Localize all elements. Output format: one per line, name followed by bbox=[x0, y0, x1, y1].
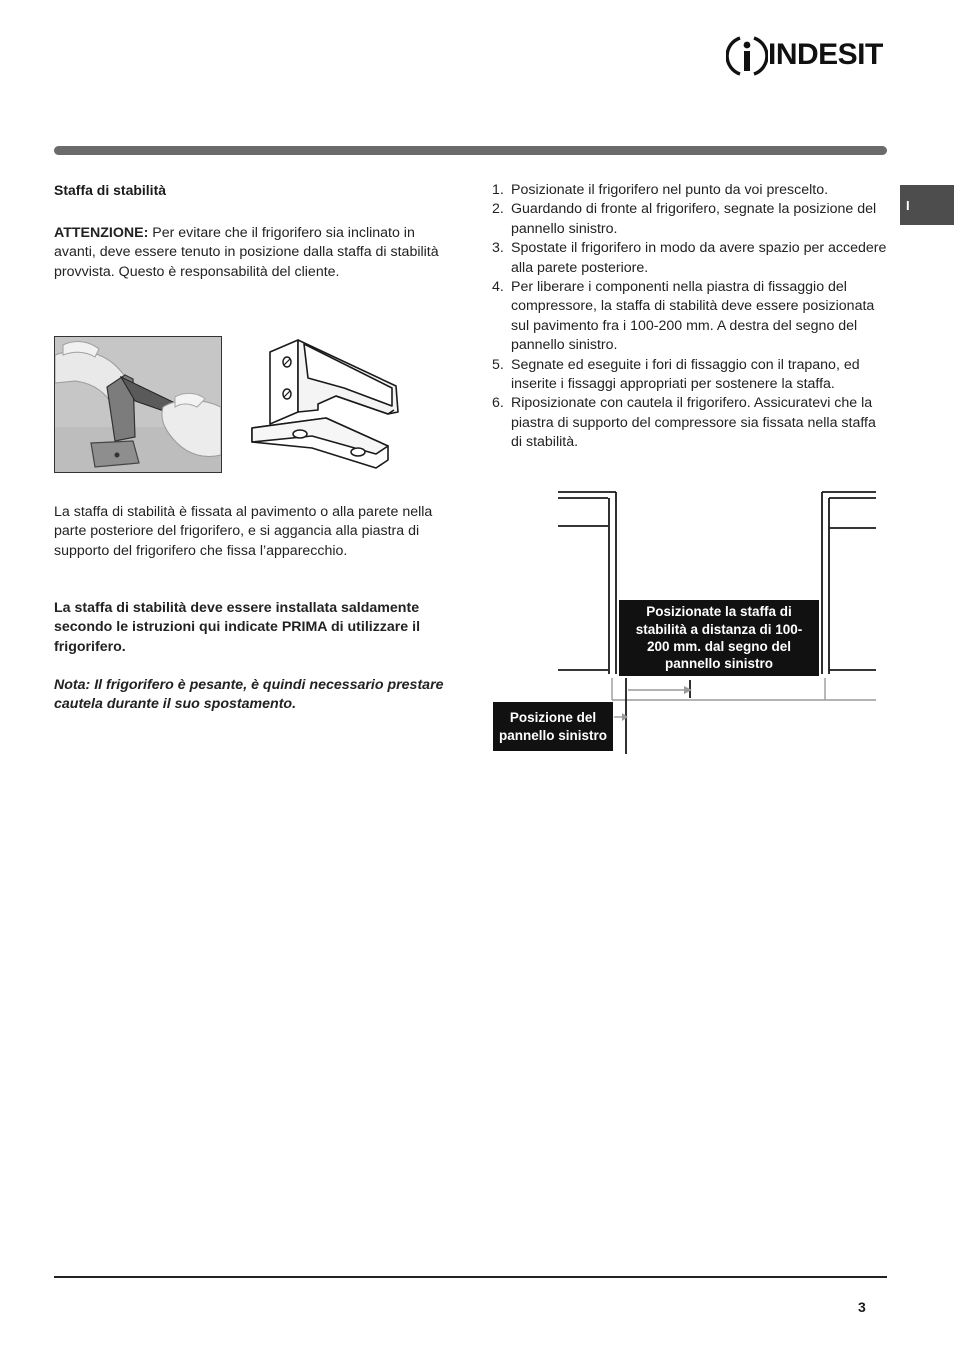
warning-paragraph bbox=[54, 224, 454, 282]
page-number: 3 bbox=[858, 1299, 866, 1315]
weight-note: Nota: Il frigorifero è pesante, è quindi necessario prestare cautela durante il suo spostamento. bbox=[54, 677, 444, 713]
top-rule bbox=[54, 146, 887, 155]
warning-text: Per evitare che il frigorifero sia inclinato in avanti, deve essere tenuto in posizione dalla staffa di stabilità provvista. Questo è responsabilità del cliente. bbox=[54, 225, 439, 280]
list-item: 1. Posizionate il frigorifero nel punto da voi prescelto. bbox=[492, 182, 829, 198]
list-item: 5. Segnate ed eseguite i fori di fissaggio con il trapano, ed inserite i fissaggi appropriati per sostenere la staffa. bbox=[492, 356, 860, 393]
bracket-description: La staffa di stabilità è fissata al pavimento o alla parete nella parte posteriore del frigorifero, e si aggancia alla piastra di supporto del frigorifero che fissa l’apparecchio. bbox=[54, 504, 433, 559]
list-item: 2. Guardando di fronte al frigorifero, segnate la posizione del pannello sinistro. bbox=[492, 201, 877, 237]
brand-name: INDESIT bbox=[768, 38, 883, 71]
hands-bracket-photo-icon bbox=[55, 337, 221, 472]
section-heading: Staffa di stabilità bbox=[54, 182, 167, 198]
logo-i-icon bbox=[726, 34, 768, 78]
list-item: 6. Riposizionate con cautela il frigorifero. Assicuratevi che la piastra di supporto del compressore sia fissata nella staffa di stabilità. bbox=[492, 395, 876, 451]
bottom-rule bbox=[54, 1276, 887, 1278]
indesit-logo bbox=[726, 34, 888, 78]
list-item: 4. Per liberare i componenti nella piastra di fissaggio del compressore, la staffa di stabilità deve essere posizionata sul pavimento fra i 100-200 mm. A destra del segno del pannello sinistro. bbox=[492, 279, 875, 354]
callout-left-panel-position: Posizione del pannello sinistro bbox=[493, 702, 613, 751]
installation-photo bbox=[54, 336, 222, 473]
callout-bracket-distance: Posizionate la staffa di stabilità a distanza di 100-200 mm. dal segno del pannello sinistro bbox=[619, 600, 819, 676]
language-tab-label: I bbox=[906, 198, 910, 213]
installation-warning: La staffa di stabilità deve essere installata saldamente secondo le istruzioni qui indicate PRIMA di utilizzare il frigorifero. bbox=[54, 600, 421, 655]
installation-steps bbox=[492, 181, 890, 453]
list-item: 3. Spostate il frigorifero in modo da avere spazio per accedere alla parete posteriore. bbox=[492, 240, 887, 276]
language-tab bbox=[900, 185, 954, 225]
stability-bracket-drawing bbox=[248, 338, 408, 473]
warning-label: ATTENZIONE: bbox=[54, 225, 149, 241]
